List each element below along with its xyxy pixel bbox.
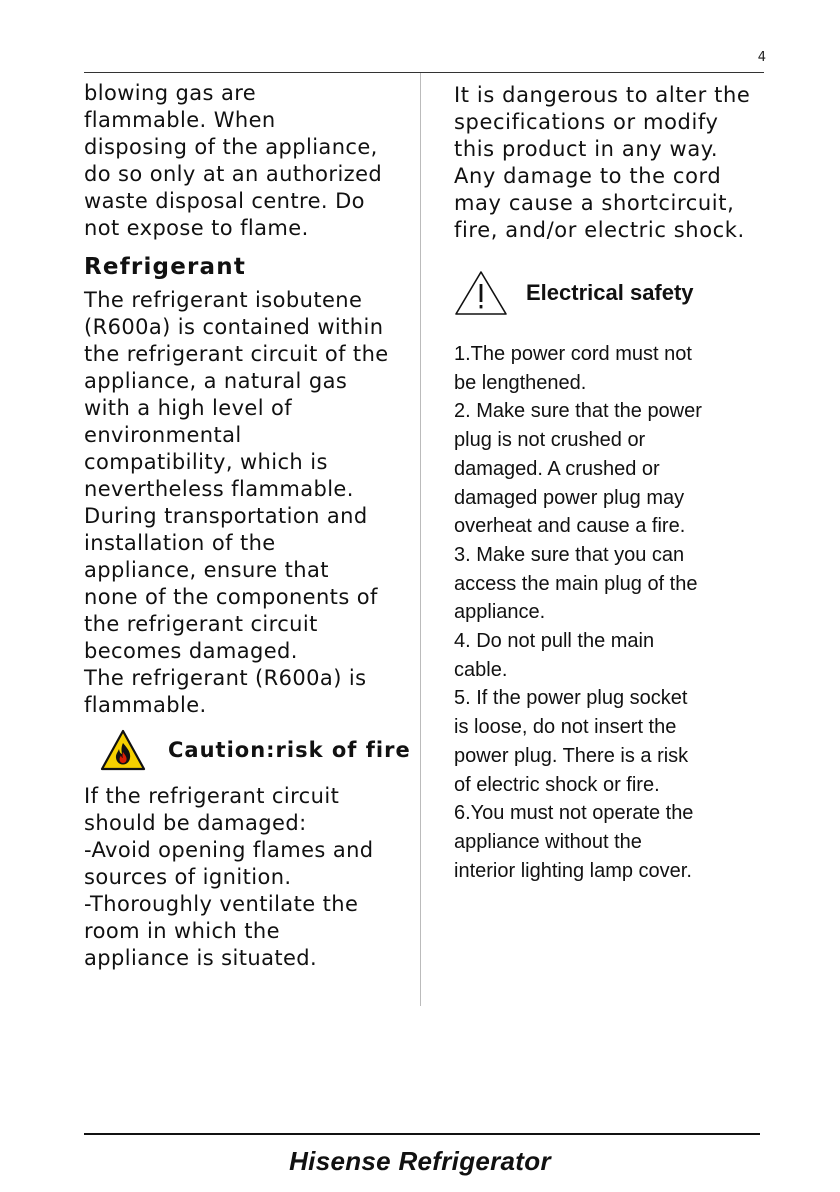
footer-rule (84, 1133, 760, 1135)
text-line: appliance, a natural gas (84, 369, 348, 393)
text-line: -Avoid opening flames and (84, 838, 374, 862)
caution-title: Caution:risk of fire (168, 737, 411, 762)
list-line: 1.The power cord must not (454, 343, 692, 365)
list-line: damaged power plug may (454, 486, 685, 509)
footer-brand: Hisense Refrigerator (289, 1146, 551, 1176)
text-line: waste disposal centre. Do (84, 189, 365, 213)
text-line: disposing of the appliance, (84, 135, 378, 159)
text-line: If the refrigerant circuit (84, 784, 340, 808)
text-line: do so only at an authorized (84, 162, 383, 186)
list-line: appliance. (454, 601, 546, 624)
text-line: becomes damaged. (84, 639, 298, 663)
text-line: not expose to flame. (84, 216, 309, 240)
list-line: 2. Make sure that the power (454, 400, 702, 423)
list-line: be lengthened. (454, 371, 587, 394)
list-line: overheat and cause a fire. (454, 515, 686, 538)
refrigerant-body (84, 287, 414, 719)
list-line: appliance without the (454, 830, 642, 853)
text-line: (R600a) is contained within (84, 315, 384, 339)
fire-warning-icon (100, 729, 146, 771)
text-line: installation of the (84, 531, 276, 555)
text-line: should be damaged: (84, 811, 307, 835)
text-line: none of the components of (84, 585, 378, 609)
list-line: damaged. A crushed or (454, 457, 660, 480)
list-line: 4. Do not pull the main (454, 630, 655, 653)
top-rule (84, 72, 764, 73)
list-line: power plug. There is a risk (454, 744, 689, 767)
page-number: 4 (757, 50, 766, 65)
list-line: plug is not crushed or (454, 429, 646, 452)
text-line: Any damage to the cord (454, 164, 722, 188)
refrigerant-heading: Refrigerant (84, 254, 247, 280)
list-line: 5. If the power plug socket (454, 687, 688, 710)
text-line: blowing gas are (84, 81, 257, 105)
text-line: room in which the (84, 919, 280, 943)
electrical-safety-list (454, 340, 774, 885)
list-line: interior lighting lamp cover. (454, 859, 692, 882)
list-line: access the main plug of the (454, 572, 698, 595)
text-line: appliance, ensure that (84, 558, 329, 582)
text-line: flammable. (84, 693, 207, 717)
right-intro (454, 82, 774, 244)
list-line: 6.You must not operate the (454, 802, 694, 825)
list-line: cable. (454, 658, 508, 681)
text-line: It is dangerous to alter the (454, 83, 751, 107)
right-column (454, 82, 774, 885)
caution-body (84, 783, 414, 972)
text-line: compatibility, which is (84, 450, 328, 474)
text-line: appliance is situated. (84, 946, 318, 970)
text-line: The refrigerant isobutene (84, 288, 363, 312)
list-line: is loose, do not insert the (454, 716, 677, 739)
text-line: the refrigerant circuit (84, 612, 318, 636)
list-line: of electric shock or fire. (454, 773, 660, 796)
text-line: The refrigerant (R600a) is (84, 666, 367, 690)
text-line: fire, and/or electric shock. (454, 218, 745, 242)
text-line: the refrigerant circuit of the (84, 342, 389, 366)
text-line: specifications or modify (454, 110, 719, 134)
left-intro (84, 80, 414, 242)
text-line: environmental (84, 423, 242, 447)
warning-triangle-icon (454, 270, 508, 316)
text-line: During transportation and (84, 504, 368, 528)
list-line: 3. Make sure that you can (454, 543, 685, 566)
text-line: this product in any way. (454, 137, 719, 161)
column-divider (420, 73, 421, 1006)
text-line: sources of ignition. (84, 865, 292, 889)
text-line: -Thoroughly ventilate the (84, 892, 359, 916)
caution-row (84, 729, 414, 771)
left-column (84, 80, 414, 972)
electrical-safety-row (454, 270, 774, 316)
text-line: may cause a shortcircuit, (454, 191, 735, 215)
text-line: with a high level of (84, 396, 293, 420)
text-line: flammable. When (84, 108, 276, 132)
electrical-safety-title: Electrical safety (526, 280, 694, 305)
text-line: nevertheless flammable. (84, 477, 354, 501)
